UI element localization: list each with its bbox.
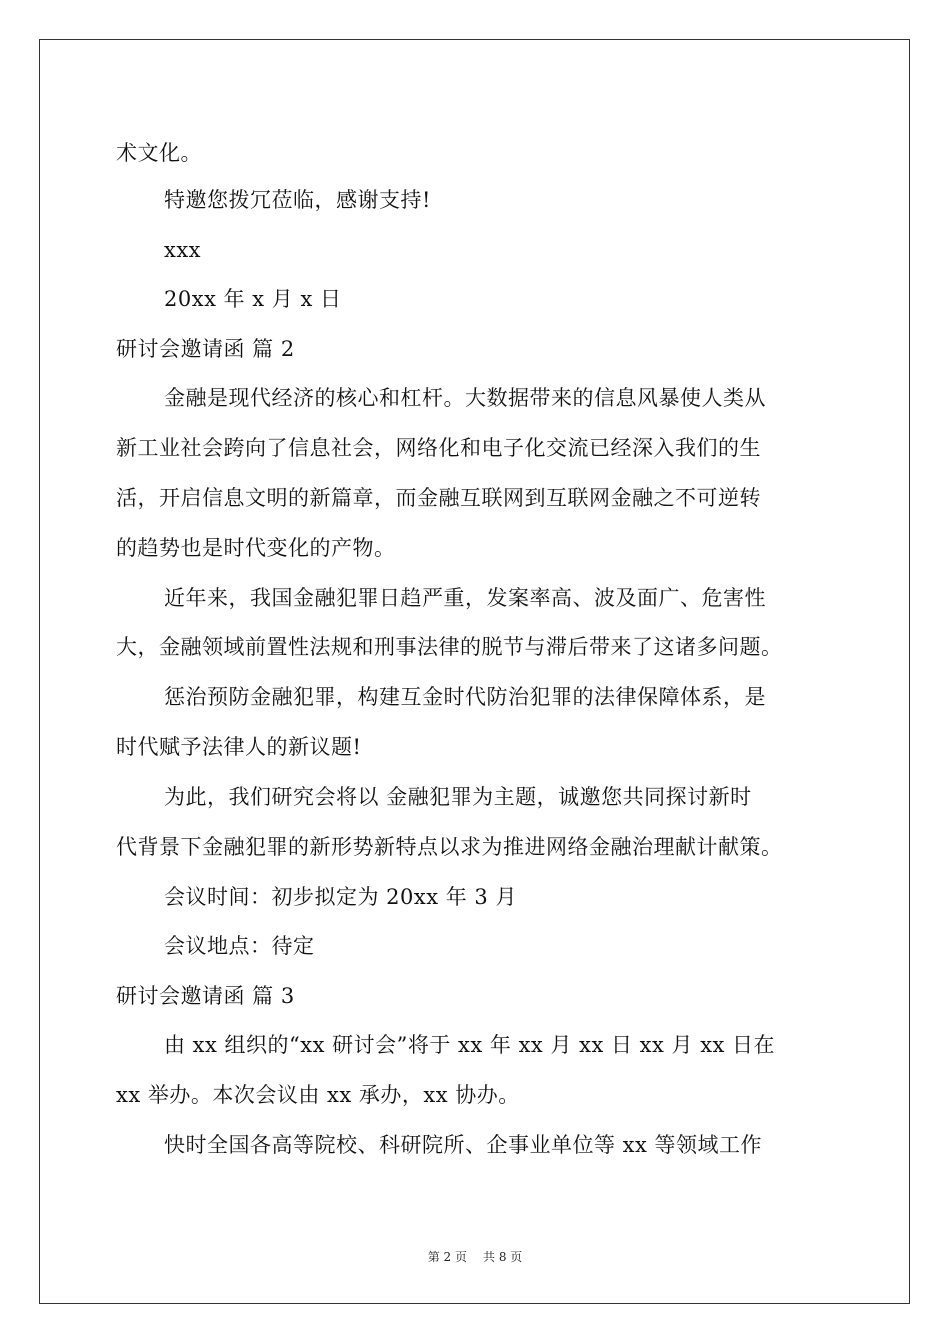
paragraph-line: 新工业社会跨向了信息社会，网络化和电子化交流已经深入我们的生 xyxy=(116,436,761,460)
signature-line: xxx xyxy=(164,238,202,262)
meeting-location: 会议地点：待定 xyxy=(164,934,315,958)
page-number: 第 2 页 xyxy=(427,1250,467,1264)
section-heading: 研讨会邀请函 篇 3 xyxy=(116,984,295,1008)
page-total: 共 8 页 xyxy=(483,1250,523,1264)
paragraph-line: 时代赋予法律人的新议题! xyxy=(116,735,362,759)
paragraph-line: 近年来，我国金融犯罪日趋严重，发案率高、波及面广、危害性 xyxy=(164,586,766,610)
paragraph-line: 为此，我们研究会将以 金融犯罪为主题，诚邀您共同探讨新时 xyxy=(164,785,752,809)
paragraph-line: 由 xx 组织的“xx 研讨会”将于 xx 年 xx 月 xx 日 xx 月 xx 日在 xyxy=(164,1033,776,1057)
paragraph-line: 的趋势也是时代变化的产物。 xyxy=(116,536,396,560)
paragraph-line: 大，金融领域前置性法规和刑事法律的脱节与滞后带来了这诸多问题。 xyxy=(116,635,783,659)
paragraph-line: 惩治预防金融犯罪，构建互金时代防治犯罪的法律保障体系，是 xyxy=(164,685,766,709)
paragraph-line: 金融是现代经济的核心和杠杆。大数据带来的信息风暴使人类从 xyxy=(164,386,766,410)
paragraph-line: 术文化。 xyxy=(116,141,202,165)
paragraph-line: 特邀您拨冗莅临，感谢支持! xyxy=(164,188,431,212)
paragraph-line: 代背景下金融犯罪的新形势新特点以求为推进网络金融治理献计献策。 xyxy=(116,835,783,859)
page-border xyxy=(39,39,910,1304)
section-heading: 研讨会邀请函 篇 2 xyxy=(116,337,295,361)
date-line: 20xx 年 x 月 x 日 xyxy=(164,287,342,311)
meeting-time: 会议时间：初步拟定为 20xx 年 3 月 xyxy=(164,885,517,909)
paragraph-line: xx 举办。本次会议由 xx 承办，xx 协办。 xyxy=(116,1083,520,1107)
paragraph-line: 活，开启信息文明的新篇章，而金融互联网到互联网金融之不可逆转 xyxy=(116,486,761,510)
paragraph-line: 快时全国各高等院校、科研院所、企事业单位等 xx 等领域工作 xyxy=(164,1133,763,1157)
page-footer xyxy=(0,1248,950,1265)
